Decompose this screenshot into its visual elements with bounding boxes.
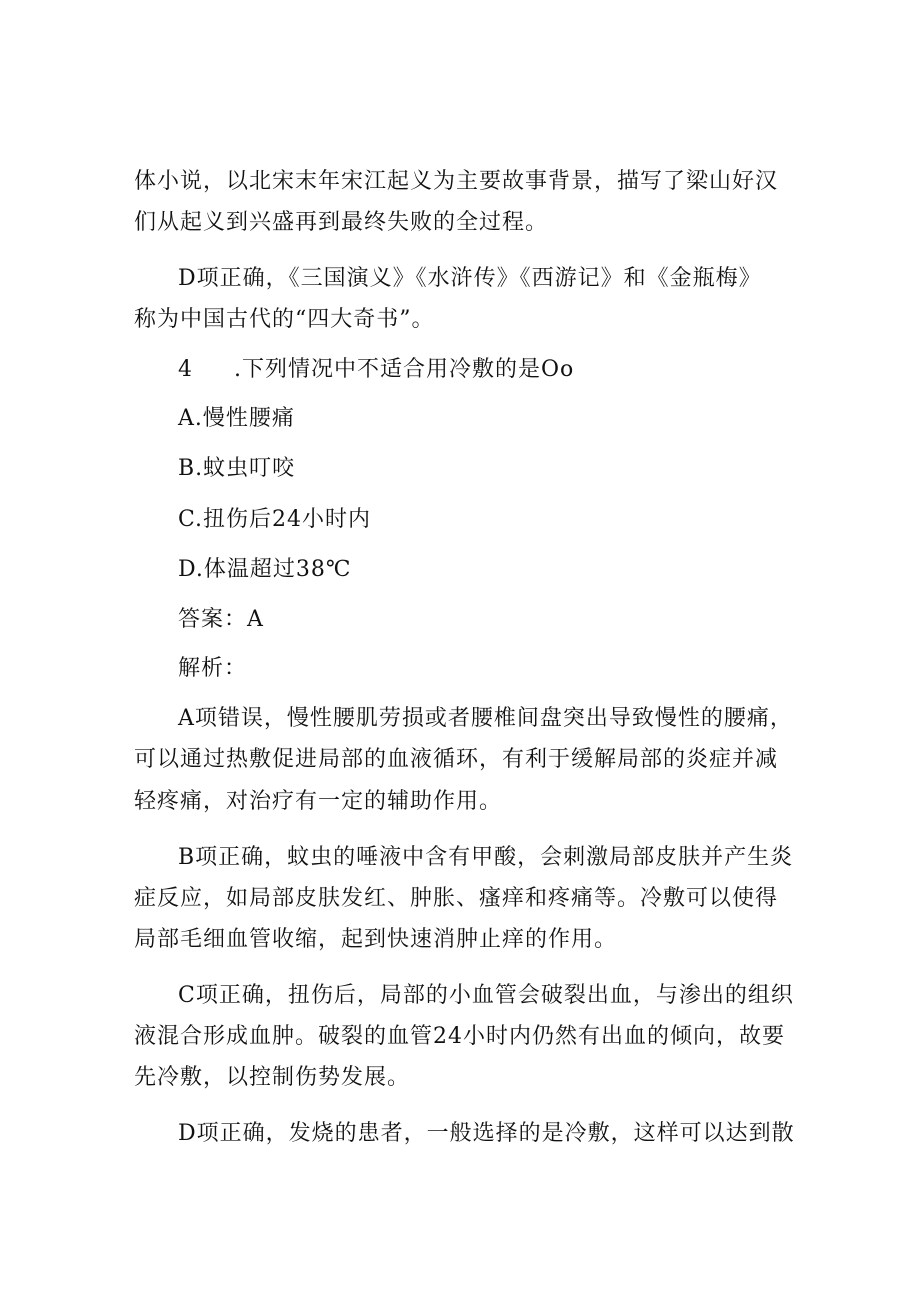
option-c: C.扭伤后24小时内 xyxy=(178,507,372,532)
paragraph-line: B项正确，蚊虫的唾液中含有甲酸，会刺激局部皮肤并产生炎 xyxy=(178,845,794,870)
paragraph-line: 先冷敷，以控制伤势发展。 xyxy=(134,1065,411,1090)
paragraph-line: 体小说，以北宋末年宋江起义为主要故事背景，描写了梁山好汉 xyxy=(134,169,779,194)
option-b: B.蚊虫叮咬 xyxy=(178,456,296,481)
paragraph-line: 液混合形成血肿。破裂的血管24小时内仍然有出血的倾向，故要 xyxy=(134,1024,785,1049)
answer-line: 答案：A xyxy=(178,607,264,632)
question-text: .下列情况中不适合用冷敷的是Oo xyxy=(234,357,575,382)
paragraph-line: 局部毛细血管收缩，起到快速消肿止痒的作用。 xyxy=(134,927,618,952)
paragraph-line: 称为中国古代的“四大奇书”。 xyxy=(134,307,435,332)
paragraph-line: A项错误，慢性腰肌劳损或者腰椎间盘突出导致慢性的腰痛， xyxy=(178,706,793,731)
question-number: 4 xyxy=(178,357,193,382)
paragraph-line: 们从起义到兴盛再到最终失败的全过程。 xyxy=(134,210,549,235)
analysis-label: 解析： xyxy=(178,656,248,681)
paragraph-line: C项正确，扭伤后，局部的小血管会破裂出血，与渗出的组织 xyxy=(178,983,794,1008)
question-stem xyxy=(178,355,574,385)
paragraph-line: D项正确，《三国演义》《水浒传》《西游记》和《金瓶梅》 xyxy=(178,266,762,291)
paragraph-line: 轻疼痛，对治疗有一定的辅助作用。 xyxy=(134,789,503,814)
option-a: A.慢性腰痛 xyxy=(178,406,295,431)
paragraph-line: 可以通过热敷促进局部的血液循环，有利于缓解局部的炎症并减 xyxy=(134,747,779,772)
paragraph-line: D项正确，发烧的患者，一般选择的是冷敷，这样可以达到散 xyxy=(178,1121,795,1146)
option-d: D.体温超过38℃ xyxy=(178,557,352,582)
paragraph-line: 症反应，如局部皮肤发红、肿胀、瘙痒和疼痛等。冷敷可以使得 xyxy=(134,886,779,911)
